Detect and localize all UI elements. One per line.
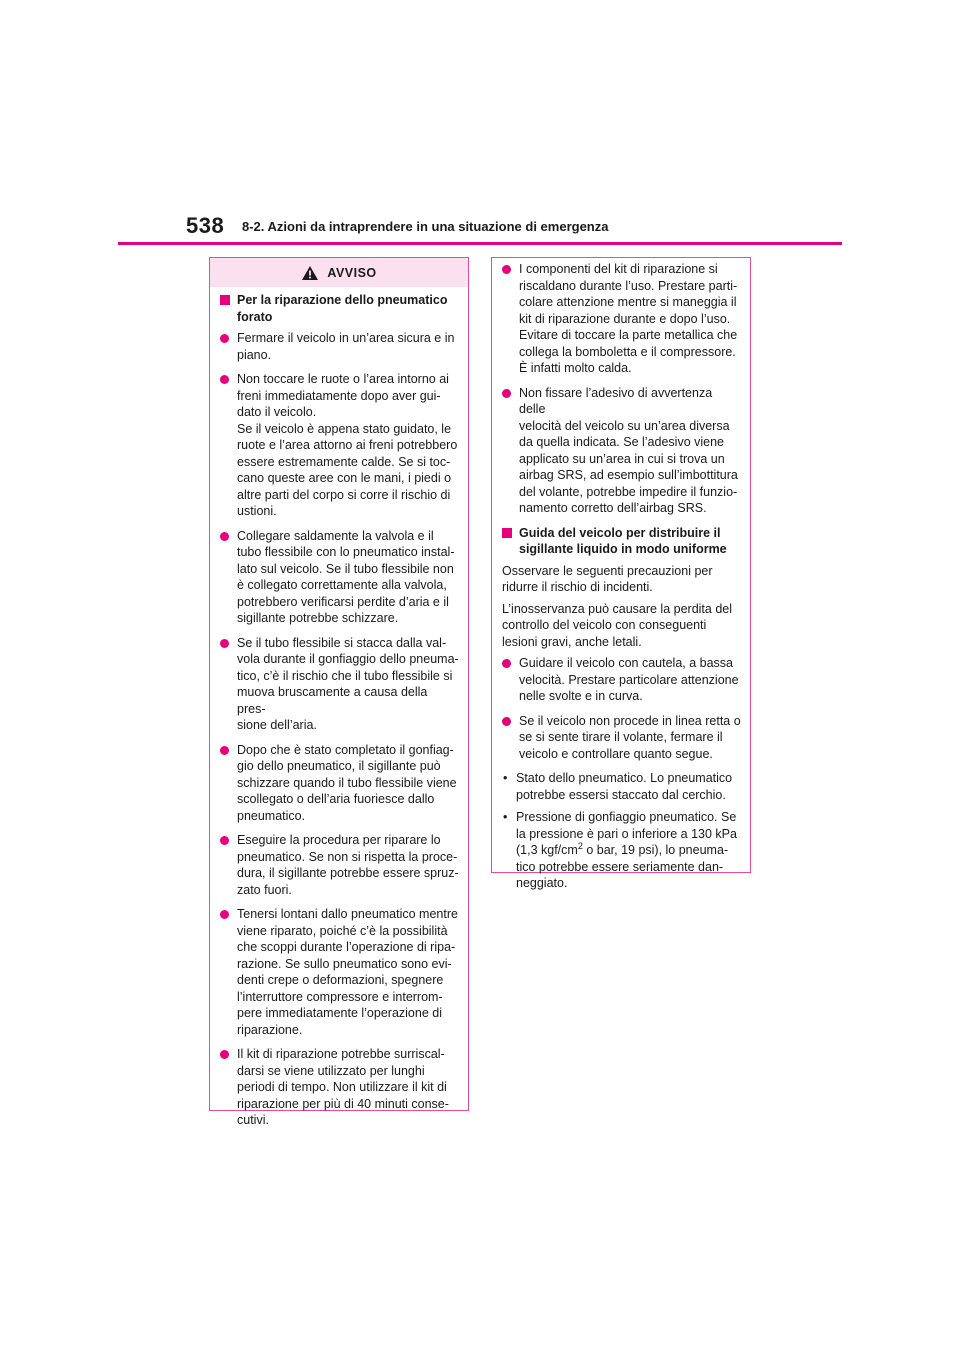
bullet-dot-icon [502,389,511,398]
list-item [220,1046,459,1129]
bullet-mark: • [503,810,508,824]
list-item-text: Guidare il veicolo con cautela, a bassa velocità. Prestare particolare attenzione nelle svolte e in curva. [519,656,739,703]
list-item [220,635,459,734]
bullet-dot-icon [502,659,511,668]
list-item-text: Tenersi lontani dallo pneumatico mentre viene riparato, poiché c’è la possibilità che scoppi durante l’operazione di ripa- razione. Se sullo pneumatico sono evi- denti crepe o deformazioni, spegnere l’interruttore compressore e interrom- pere immediatamente l’operazione di riparazione. [237,907,458,1037]
list-item-text: Se il tubo flessibile si stacca dalla val- vola durante il gonfiaggio dello pneuma- tico, c’è il rischio che il tubo flessibile si muova bruscamente a causa della pres- sione dell’aria. [237,635,459,732]
list-item-text: Non fissare l’adesivo di avvertenza delle velocità del veicolo su un’area diversa da quella indicata. Se l’adesivo viene applicato su un’area in cui si trova un airbag SRS, ad esempio sull’imbottitura del volante, potrebbe impedire il funzio- namento corretto dell’airbag SRS. [519,385,738,515]
bullet-dot-icon [502,717,511,726]
heading-text: Guida del veicolo per distribuire il sigillante liquido in modo uniforme [519,525,727,556]
list-item [220,906,459,1038]
list-item-text: Se il veicolo non procede in linea retta o se si sente tirare il volante, fermare il veicolo e controllare quanto segue. [519,713,741,761]
paragraph: Osservare le seguenti precauzioni per ridurre il rischio di incidenti. [502,563,713,594]
warning-header [210,258,468,287]
list-item-text: Fermare il veicolo in un’area sicura e in piano. [237,331,455,362]
sub-bullet-text-part: Pressione di gonfiaggio pneumatico. Se la pressione è pari o inferiore a 130 kPa (1,3 kgf/cm [516,810,737,857]
bullet-dot-icon [220,746,229,755]
list-item-text: I componenti del kit di riparazione si riscaldano durante l’uso. Prestare parti- colare attenzione mentre si maneggia il kit di riparazione durante e dopo l’uso. Evitare di toccare la parte metallica che collega la bomboletta e il compressore. È infatti molto calda. [519,262,738,375]
bullet-dot-icon [502,265,511,274]
square-bullet-icon [502,528,512,538]
list-item-text: Eseguire la procedura per riparare lo pneumatico. Se non si rispetta la proce- dura, il sigillante potrebbe essere spruz- zato fuori. [237,833,459,897]
sub-bullet-text-part: o bar, 19 psi), lo pneuma- tico potrebbe essere seriamente dan- neggiato. [516,843,729,890]
sub-bullet-text [516,810,737,890]
square-bullet-icon [220,295,230,305]
sub-bullet [502,770,741,803]
bullet-dot-icon [220,639,229,648]
list-item [502,655,741,705]
page-number: 538 [186,213,225,238]
bullet-dot-icon [220,334,229,343]
paragraph: L’inosservanza può causare la perdita del controllo del veicolo con conseguenti lesioni gravi, anche letali. [502,601,733,649]
list-item [220,330,459,363]
bullet-mark: • [503,771,508,785]
bullet-dot-icon [220,1050,229,1059]
superscript: 2 [577,840,583,851]
section-heading [502,525,741,558]
list-item-text: Collegare saldamente la valvola e il tubo flessibile con lo pneumatico instal- lato sul veicolo. Se il tubo flessibile non è collegato correttamente alla valvola, potrebbero verificarsi perdite d’aria e il sigillante potrebbe schizzare. [237,528,455,625]
warning-triangle-icon [301,265,319,281]
warning-box-right [491,257,751,890]
warning-content-right [492,258,750,892]
list-item-text: Il kit di riparazione potrebbe surriscal- darsi se viene utilizzato per lunghi periodi di tempo. Non utilizzare il kit di riparazione per più di 40 minuti conse- cutivi. [237,1047,449,1127]
list-item [502,713,741,763]
list-item [220,742,459,825]
bullet-dot-icon [220,910,229,919]
list-item-text: Dopo che è stato completato il gonfiag- gio dello pneumatico, il sigillante può schizzare quando il tubo flessibile viene scollegato o dell’aria fuoriesce dallo pneumatico. [237,742,457,823]
warning-label: AVVISO [327,265,377,280]
list-item [502,385,741,517]
sub-bullet [502,809,741,892]
list-item [502,261,741,377]
list-item-text: Non toccare le ruote o l’area intorno ai freni immediatamente dopo aver gui- dato il veicolo. Se il veicolo è appena stato guidato, le ruote e l’area attorno ai freni potrebbero essere estremamente calde. Se si toc- cano queste aree con le mani, i piedi o altre parti del corpo si corre il rischio di ustioni. [237,372,458,518]
section-title: 8-2. Azioni da intraprendere in una situazione di emergenza [242,219,609,234]
list-item [220,832,459,898]
header-rule [118,242,842,245]
bullet-dot-icon [220,532,229,541]
list-item [220,371,459,520]
bullet-dot-icon [220,375,229,384]
warning-box-left [209,257,469,1127]
bullet-dot-icon [220,836,229,845]
heading-text: Per la riparazione dello pneumatico forato [237,293,448,324]
warning-content-left [210,287,468,1129]
list-item [220,528,459,627]
sub-bullet-text: Stato dello pneumatico. Lo pneumatico potrebbe essersi staccato dal cerchio. [516,771,733,802]
section-heading [220,292,459,325]
